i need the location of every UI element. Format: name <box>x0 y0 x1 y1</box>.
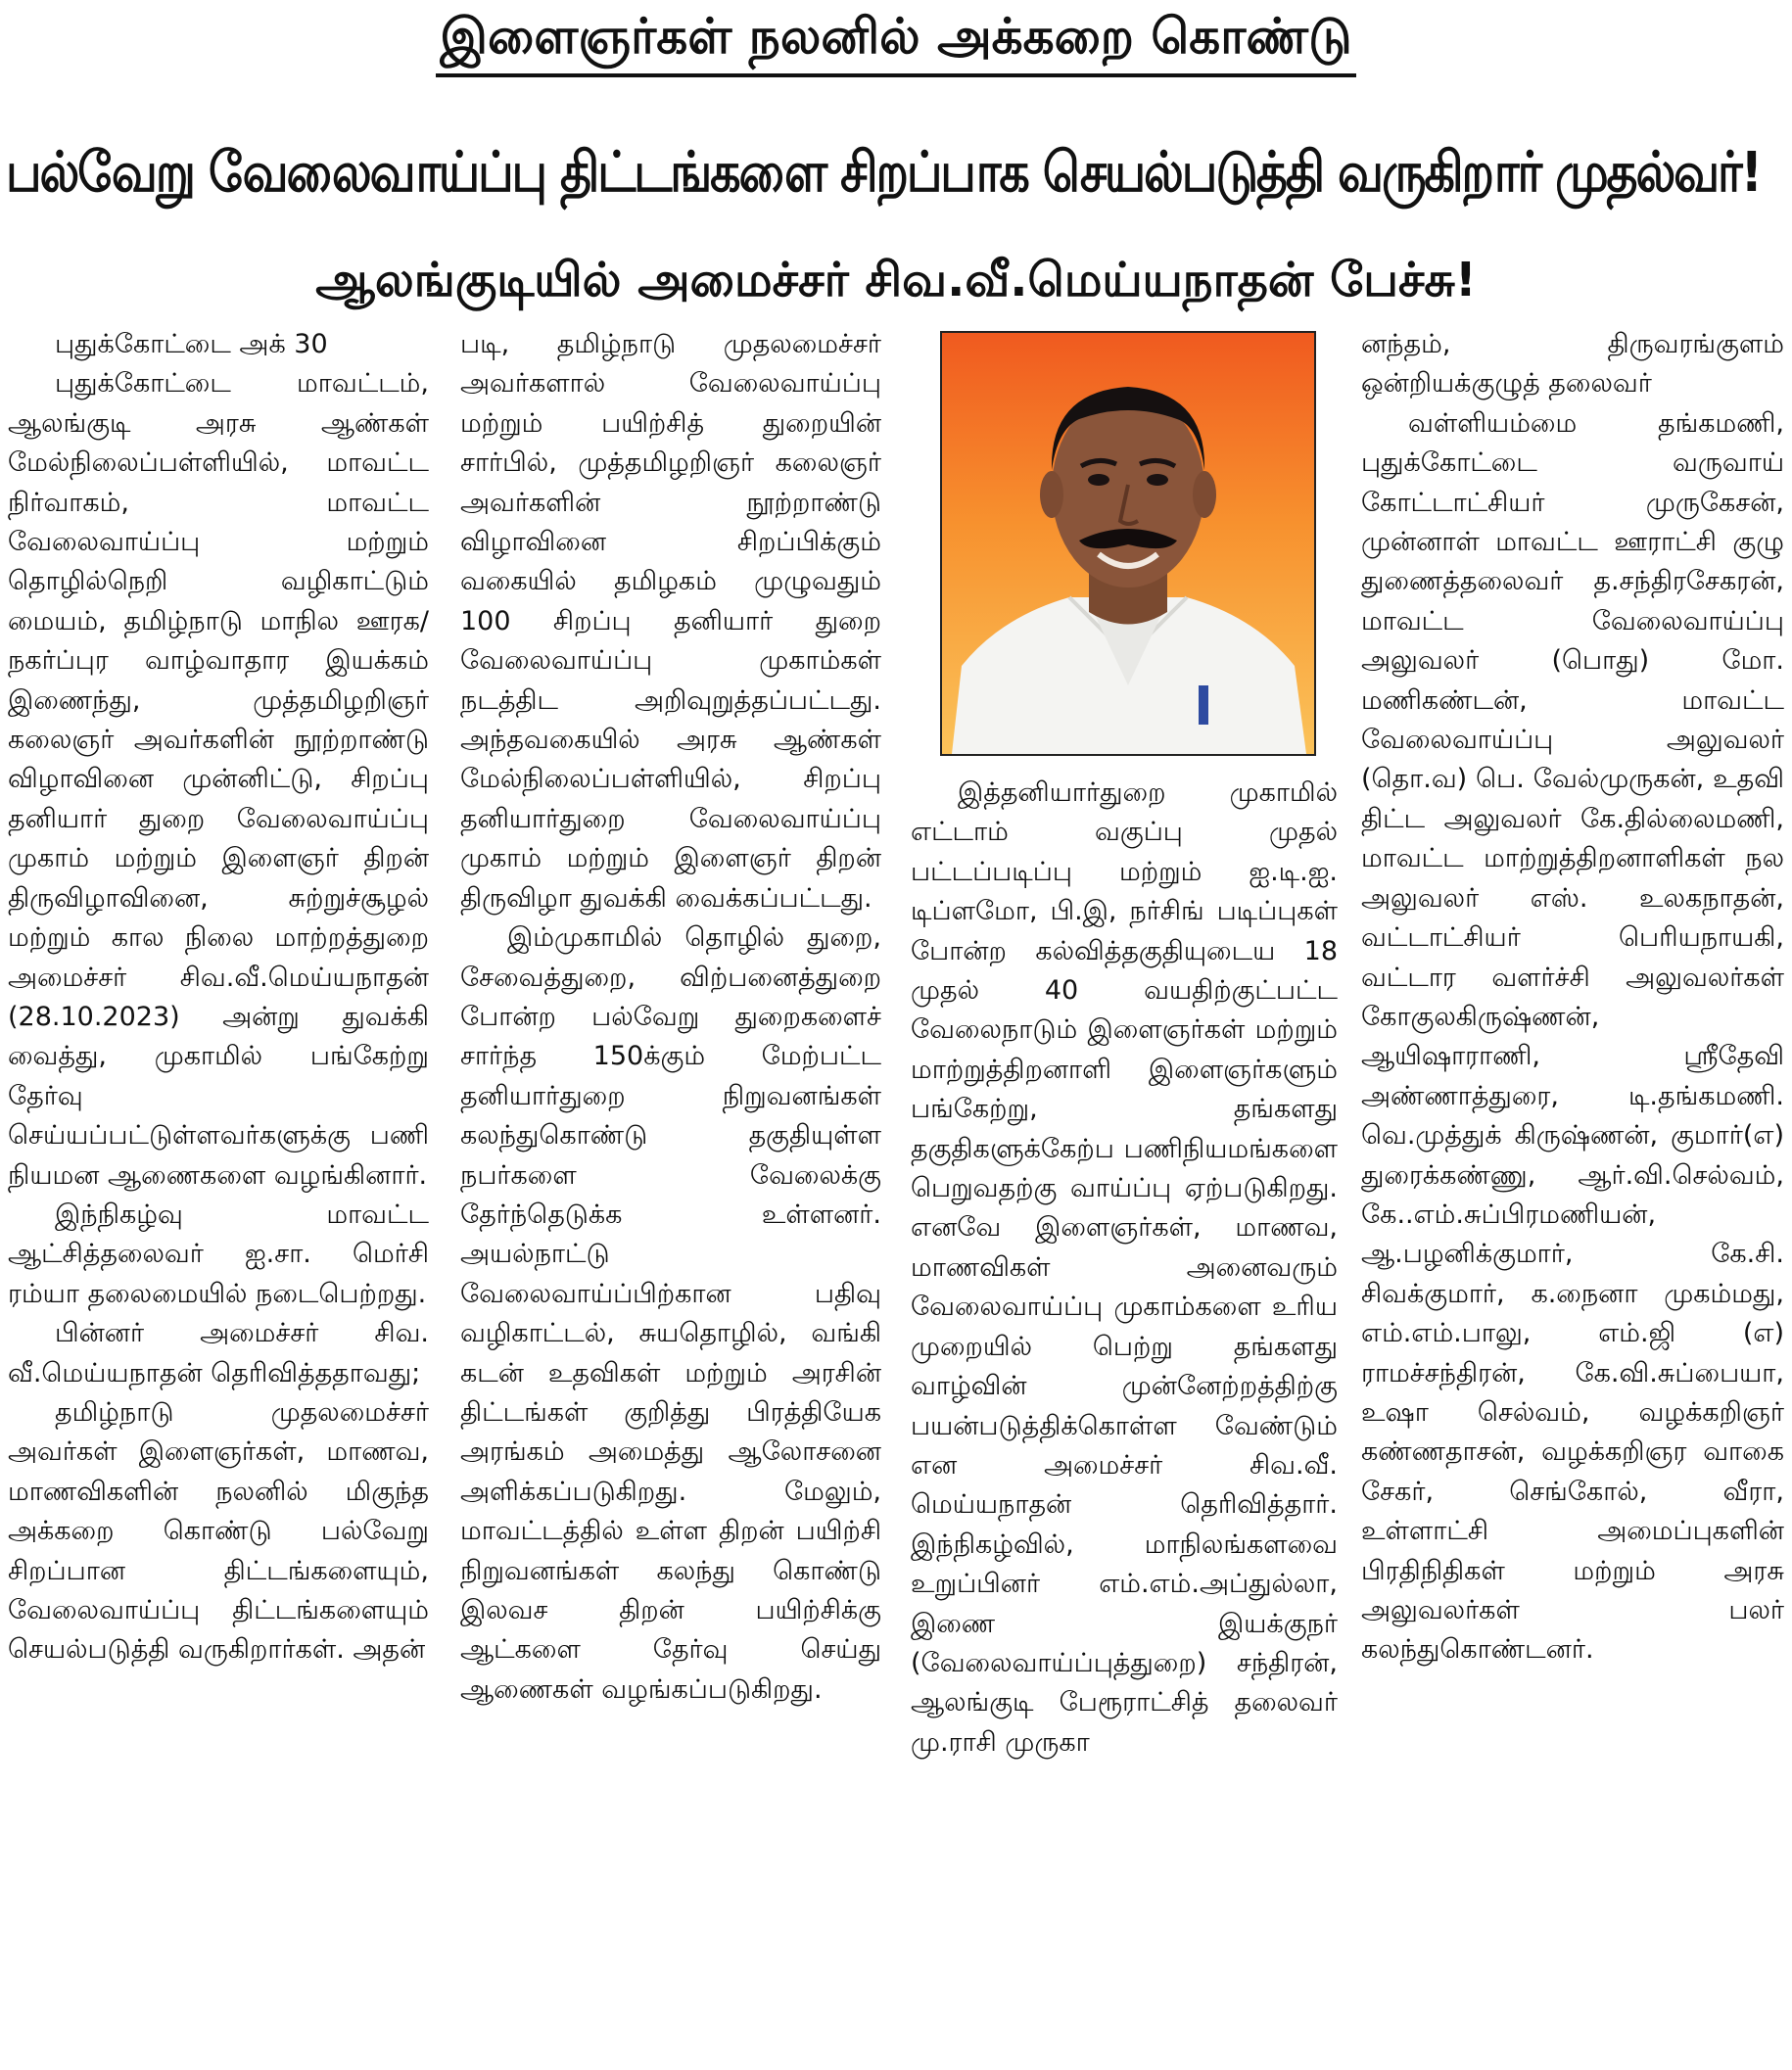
article-column-3 <box>911 774 1338 2066</box>
paragraph: வள்ளியம்மை தங்கமணி, புதுக்கோட்டை வருவாய் கோட்டாட்சியர் முருகேசன், முன்னாள் மாவட்ட ஊராட்சி குழு துணைத்தலைவர் த.சந்திரசேகரன், மாவட்ட வேலைவாய்ப்பு அலுவலர் (பொது) மோ. மணிகண்டன், மாவட்ட வேலைவாய்ப்பு அலுவலர் (தொ.வ) பெ. வேல்முருகன், உதவி திட்ட அலுவலர் கே.தில்லைமணி, மாவட்ட மாற்றுத்திறனாளிகள் நல அலுவலர் எஸ். உலகநாதன், வட்டாட்சியர் பெரியநாயகி, வட்டார வளர்ச்சி அலுவலர்கள் கோகுலகிருஷ்ணன், ஆயிஷாராணி, ஸ்ரீதேவி அண்ணாத்துரை, டி.தங்கமணி. வெ.முத்துக் கிருஷ்ணன், குமார்(எ) துரைக்கண்ணு, ஆர்.வி.செல்வம், கே..எம்.சுப்பிரமணியன், ஆ.பழனிக்குமார், கே.சி. சிவக்குமார், க.நைனா முகம்மது, எம்.எம்.பாலு, எம்.ஜி (எ) ராமச்சந்திரன், கே.வி.சுப்பையா, உஷா செல்வம், வழக்கறிஞர் கண்ணதாசன், வழக்கறிஞர வாகை சேகர், செங்கோல், வீரா, உள்ளாட்சி அமைப்புகளின் பிரதிநிதிகள் மற்றும் அரசு அலுவலர்கள் பலர் கலந்துகொண்டனர். <box>1361 407 1784 1666</box>
subhead: ஆலங்குடியில் அமைச்சர் சிவ.வீ.மெய்யநாதன் பேச்சு! <box>315 253 1477 307</box>
paragraph: புதுக்கோட்டை அக் 30 <box>55 329 328 359</box>
paragraph: புதுக்கோட்டை மாவட்டம், ஆலங்குடி அரசு ஆண்கள் மேல்நிலைப்பள்ளியில், மாவட்ட நிர்வாகம், மாவட்ட வேலைவாய்ப்பு மற்றும் தொழில்நெறி வழிகாட்டும் மையம், தமிழ்நாடு மாநில ஊரக/நகர்ப்புர வாழ்வாதார இயக்கம் இணைந்து, முத்தமிழறிஞர் கலைஞர் அவர்களின் நூற்றாண்டு விழாவினை முன்னிட்டு, சிறப்பு தனியார் துறை வேலைவாய்ப்பு முகாம் மற்றும் இளைஞர் திறன் திருவிழாவினை, சுற்றுச்சூழல் மற்றும் கால நிலை மாற்றத்துறை அமைச்சர் சிவ.வீ.மெய்யநாதன் (28.10.2023) அன்று துவக்கி வைத்து, முகாமில் பங்கேற்று தேர்வு செய்யப்பட்டுள்ளவர்களுக்கு பணி நியமன ஆணைகளை வழங்கினார். <box>8 368 429 1191</box>
article-column-2 <box>460 325 881 2066</box>
paragraph: தமிழ்நாடு முதலமைச்சர் அவர்கள் இளைஞர்கள், மாணவ, மாணவிகளின் நலனில் மிகுந்த அக்கறை கொண்டு பல்வேறு சிறப்பான திட்டங்களையும், வேலைவாய்ப்பு திட்டங்களையும் செயல்படுத்தி வருகிறார்கள். அதன் <box>8 1396 429 1666</box>
article-column-4 <box>1361 325 1784 2066</box>
paragraph: பின்னர் அமைச்சர் சிவ. வீ.மெய்யநாதன் தெரிவித்ததாவது; <box>8 1318 429 1388</box>
paragraph: இந்நிகழ்வு மாவட்ட ஆட்சித்தலைவர் ஐ.சா. மெர்சி ரம்யா தலைமையில் நடைபெற்றது. <box>8 1199 429 1309</box>
paragraph: இத்தனியார்துறை முகாமில் எட்டாம் வகுப்பு முதல் பட்டப்படிப்பு மற்றும் ஐ.டி.ஐ. டிப்ளமோ, பி.இ, நர்சிங் படிப்புகள் போன்ற கல்வித்தகுதியுடைய 18 முதல் 40 வயதிற்குட்பட்ட வேலைநாடும் இளைஞர்கள் மற்றும் மாற்றுத்திறனாளி இளைஞர்களும் பங்கேற்று, தங்களது தகுதிகளுக்கேற்ப பணிநியமங்களை பெறுவதற்கு வாய்ப்பு ஏற்படுகிறது. எனவே இளைஞர்கள், மாணவ, மாணவிகள் அனைவரும் வேலைவாய்ப்பு முகாம்களை உரிய முறையில் பெற்று தங்களது வாழ்வின் முன்னேற்றத்திற்கு பயன்படுத்திக்கொள்ள வேண்டும் என அமைச்சர் சிவ.வீ. மெய்யநாதன் தெரிவித்தார். இந்நிகழ்வில், மாநிலங்களவை உறுப்பினர் எம்.எம்.அப்துல்லா, இணை இயக்குநர் (வேலைவாய்ப்புத்துறை) சந்திரன், ஆலங்குடி பேரூராட்சித் தலைவர் மு.ராசி முருகா <box>911 777 1338 1758</box>
article-column-1 <box>8 325 429 2066</box>
paragraph: படி, தமிழ்நாடு முதலமைச்சர் அவர்களால் வேலைவாய்ப்பு மற்றும் பயிற்சித் துறையின் சார்பில், முத்தமிழறிஞர் கலைஞர் அவர்களின் நூற்றாண்டு விழாவினை சிறப்பிக்கும் வகையில் தமிழகம் முழுவதும் 100 சிறப்பு தனியார் துறை வேலைவாய்ப்பு முகாம்கள் நடத்திட அறிவுறுத்தப்பட்டது. அந்தவகையில் அரசு ஆண்கள் மேல்நிலைப்பள்ளியில், சிறப்பு தனியார்துறை வேலைவாய்ப்பு முகாம் மற்றும் இளைஞர் திறன் திருவிழா துவக்கி வைக்கப்பட்டது. <box>460 329 881 914</box>
kicker-text: இளைஞர்கள் நலனில் அக்கறை கொண்டு <box>436 8 1355 77</box>
paragraph: இம்முகாமில் தொழில் துறை, சேவைத்துறை, விற்பனைத்துறை போன்ற பல்வேறு துறைகளைச் சார்ந்த 150க்கும் மேற்பட்ட தனியார்துறை நிறுவனங்கள் கலந்துகொண்டு தகுதியுள்ள நபர்களை வேலைக்கு தேர்ந்தெடுக்க உள்ளனர். அயல்நாட்டு வேலைவாய்ப்பிற்கான பதிவு வழிகாட்டல், சுயதொழில், வங்கி கடன் உதவிகள் மற்றும் அரசின் திட்டங்கள் குறித்து பிரத்தியேக அரங்கம் அமைத்து ஆலோசனை அளிக்கப்படுகிறது. மேலும், மாவட்டத்தில் உள்ள திறன் பயிற்சி நிறுவனங்கள் கலந்து கொண்டு இலவச திறன் பயிற்சிக்கு ஆட்களை தேர்வு செய்து ஆணைகள் வழங்கப்படுகிறது. <box>460 922 881 1705</box>
minister-photo <box>940 331 1316 756</box>
kicker <box>0 8 1792 77</box>
paragraph: னந்தம், திருவரங்குளம் ஒன்றியக்குழுத் தலைவர் <box>1361 329 1784 400</box>
person-portrait-icon <box>942 333 1314 754</box>
headline: பல்வேறு வேலைவாய்ப்பு திட்டங்களை சிறப்பாக செயல்படுத்தி வருகிறார் முதல்வர்! <box>6 140 1761 205</box>
